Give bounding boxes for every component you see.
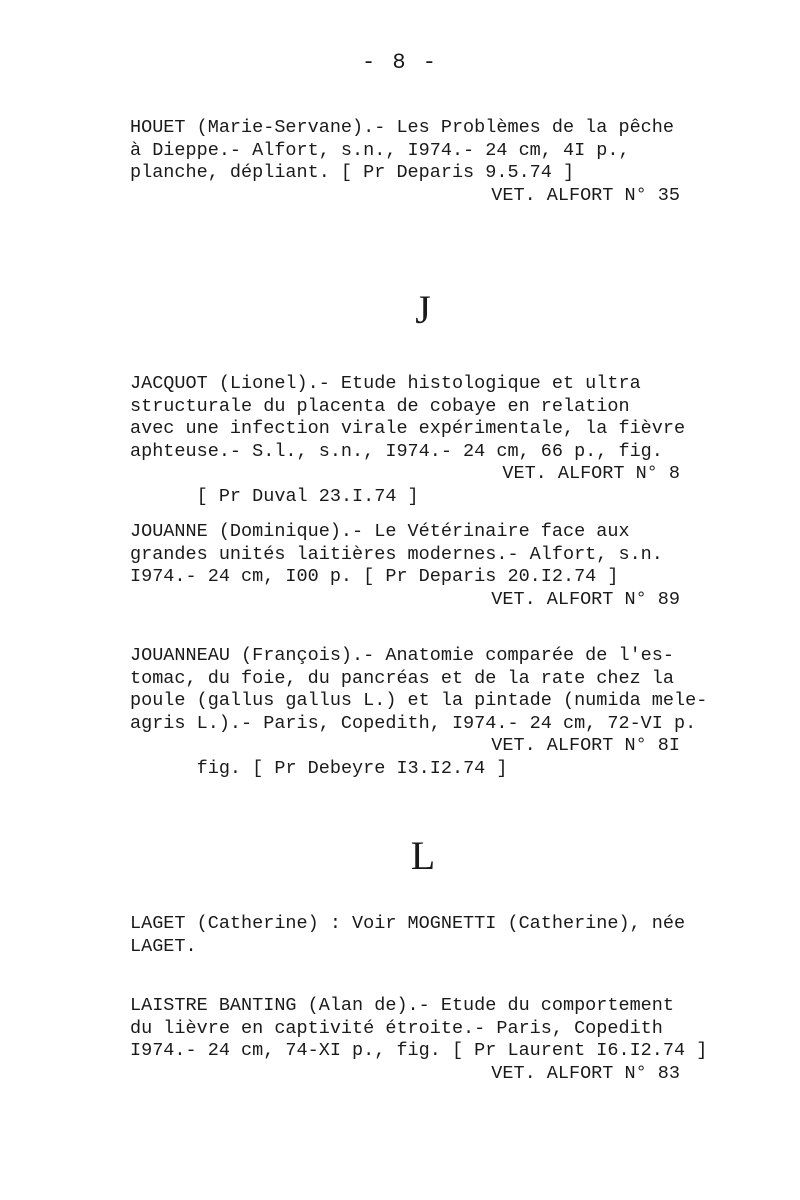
- entry-last-line: [130, 735, 690, 825]
- call-number: VET. ALFORT N° 83: [491, 1062, 680, 1084]
- call-number: VET. ALFORT N° 35: [491, 184, 680, 206]
- page-number: - 8 -: [361, 50, 438, 75]
- entry-line: JACQUOT (Lionel).- Etude histologique et ultra: [130, 373, 641, 394]
- entry-line: poule (gallus gallus L.) et la pintade (numida mele-: [130, 690, 708, 711]
- entry-line: fig. [ Pr Debeyre I3.I2.74 ]: [196, 757, 508, 779]
- section-letter-l: L: [410, 833, 436, 878]
- entry-line: planche, dépliant. [ Pr Deparis 9.5.74 ]: [130, 162, 575, 183]
- bibliography-entry-laistre-banting: [130, 995, 708, 1085]
- call-number: VET. ALFORT N° 89: [491, 588, 680, 610]
- entry-line: avec une infection virale expérimentale, la fièvre: [130, 418, 686, 439]
- entry-line: LAISTRE BANTING (Alan de).- Etude du comportement: [130, 995, 674, 1016]
- entry-line: grandes unités laitières modernes.- Alfort, s.n.: [130, 543, 663, 565]
- entry-line: [ Pr Duval 23.I.74 ]: [196, 485, 419, 507]
- entry-line: agris L.).- Paris, Copedith, I974.- 24 cm, 72-VI p.: [130, 712, 697, 734]
- section-letter-j: J: [415, 287, 431, 332]
- bibliography-entry-jouanneau: [130, 645, 708, 825]
- bibliography-entry-laget: [130, 913, 690, 958]
- call-number: VET. ALFORT N° 8: [502, 463, 680, 484]
- entry-line: du lièvre en captivité étroite.- Paris, Copedith: [130, 1017, 663, 1039]
- entry-line: JOUANNE (Dominique).- Le Vétérinaire face aux: [130, 521, 630, 542]
- entry-line: LAGET.: [130, 935, 197, 957]
- entry-line: HOUET (Marie-Servane).- Les Problèmes de la pêche: [130, 117, 674, 138]
- entry-line: à Dieppe.- Alfort, s.n., I974.- 24 cm, 4I p.,: [130, 139, 630, 161]
- entry-line: I974.- 24 cm, I00 p. [ Pr Deparis 20.I2.74 ]: [130, 566, 619, 587]
- entry-line: I974.- 24 cm, 74-XI p., fig. [ Pr Laurent I6.I2.74 ]: [130, 1040, 708, 1061]
- entry-line: JOUANNEAU (François).- Anatomie comparée de l'es-: [130, 645, 674, 666]
- bibliography-entry-jouanne: [130, 521, 690, 611]
- entry-line: structurale du placenta de cobaye en relation: [130, 395, 630, 417]
- bibliography-entry-houet: [130, 117, 690, 207]
- entry-line: tomac, du foie, du pancréas et de la rate chez la: [130, 667, 674, 689]
- entry-line: aphteuse.- S.l., s.n., I974.- 24 cm, 66 p., fig.: [130, 440, 663, 462]
- call-number: VET. ALFORT N° 8I: [491, 735, 680, 756]
- entry-line: LAGET (Catherine) : Voir MOGNETTI (Catherine), née: [130, 913, 686, 934]
